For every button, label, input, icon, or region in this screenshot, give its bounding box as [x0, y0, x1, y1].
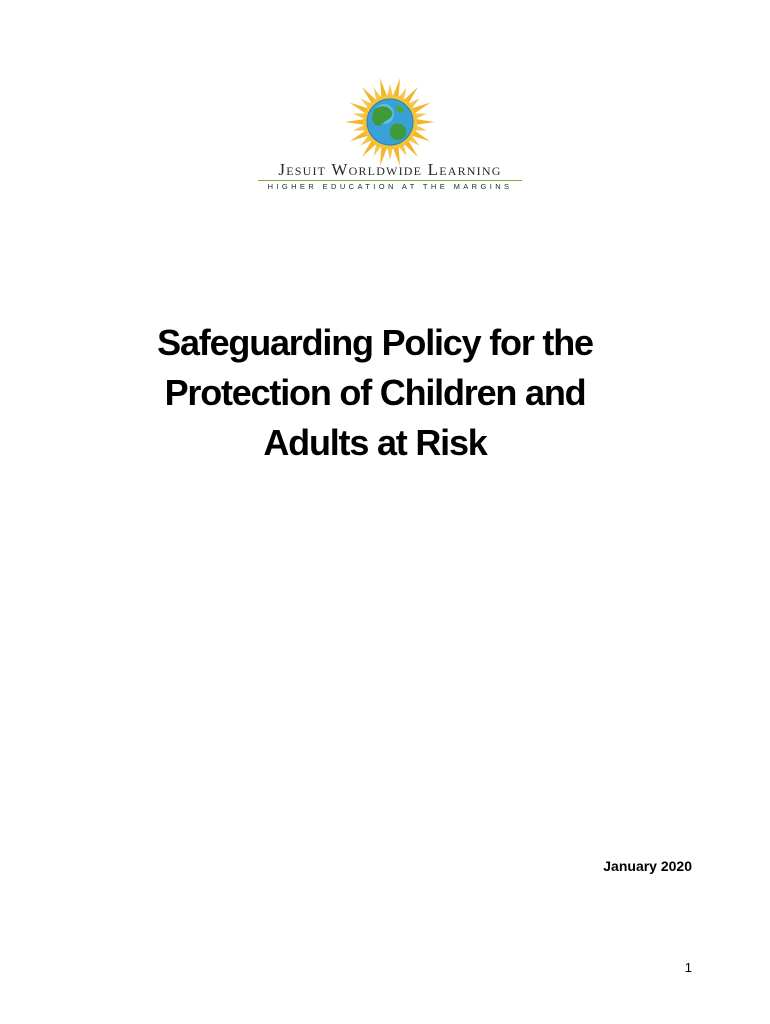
document-title	[80, 318, 670, 468]
title-line-2: Protection of Children and	[164, 372, 586, 413]
document-date: January 2020	[603, 858, 692, 874]
sun-ray	[380, 78, 387, 97]
sun-ray	[387, 148, 393, 160]
jwl-logo	[240, 76, 540, 196]
logo-divider	[258, 180, 522, 181]
sun-ray	[345, 119, 364, 125]
logo-tagline: HIGHER EDUCATION AT THE MARGINS	[267, 182, 513, 191]
page-number: 1	[684, 960, 692, 975]
sun-ray	[416, 119, 435, 125]
sun-ray	[393, 78, 400, 97]
title-line-1: Safeguarding Policy for the	[157, 322, 593, 363]
globe-sun-logo-icon	[344, 76, 436, 168]
sun-ray	[387, 84, 393, 96]
logo-name: Jesuit Worldwide Learning	[278, 160, 502, 179]
title-line-3: Adults at Risk	[263, 422, 487, 463]
